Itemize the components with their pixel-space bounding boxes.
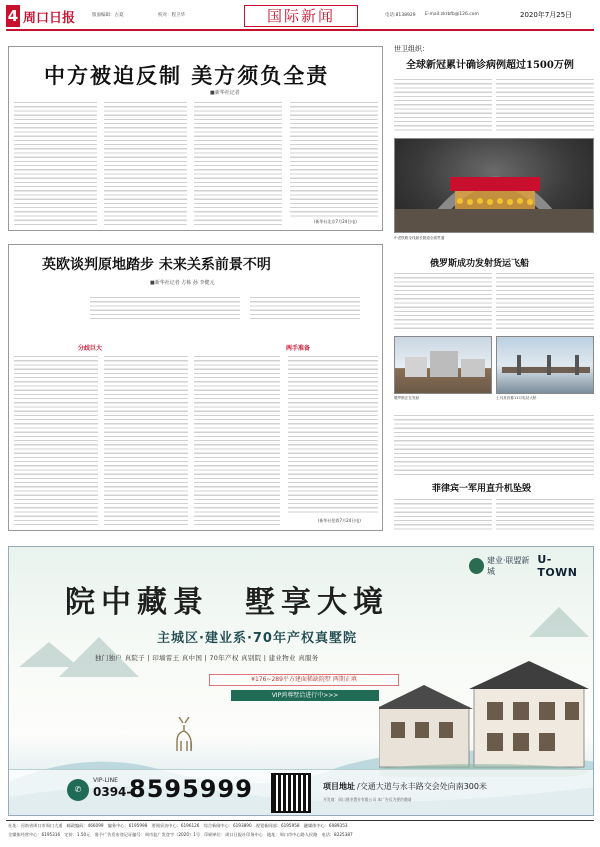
ad-phone-number: 8595999	[129, 775, 253, 803]
article1-end-note: (新华社北京7月24日电)	[314, 219, 357, 224]
article5-col2	[496, 496, 594, 530]
article3-col1	[394, 76, 492, 133]
footer-rule	[6, 820, 594, 821]
article2-col4	[288, 353, 378, 515]
email-label: E-mail:zkrbfb@126.com	[425, 12, 479, 17]
ad-brand-cn: 建业·联盟新城	[486, 556, 530, 576]
tunnel-caption: 中老铁路全线最长隧道全面贯通	[394, 236, 445, 240]
article2-lead	[90, 294, 240, 320]
real-estate-ad	[8, 546, 594, 816]
qr-code	[271, 773, 311, 813]
ad-brand-en: U-TOWN	[537, 553, 578, 579]
article4-col1	[394, 270, 492, 330]
article5-col1	[394, 496, 492, 530]
article2-byline: ■新华社记者 方栋 孙 李健元	[150, 280, 215, 286]
article1-headline: 中方被迫反制 美方须负全责	[44, 63, 330, 88]
article1-col2	[104, 99, 187, 226]
article2-col3	[194, 353, 280, 525]
article2-subhead2: 两手准备	[286, 345, 311, 352]
editor-label: 版面编辑：古夏	[92, 13, 124, 18]
ad-vip-badge: ✆	[67, 779, 89, 801]
bridge-caption: 土耳其首都11月电站大桥	[496, 396, 537, 400]
proof-label: 校对：程卫华	[158, 13, 185, 18]
article2-lead-right	[250, 294, 360, 320]
bridge-photo	[496, 336, 594, 394]
article2-col2	[104, 353, 188, 525]
article3-col2	[496, 76, 594, 133]
article1-byline: ■新华社记者	[210, 90, 240, 96]
article1-col4	[290, 99, 378, 217]
article5-headline: 菲律宾一军用直升机坠毁	[432, 484, 532, 494]
ad-tags: 独门独户 真院子 | 印墙雷王 真中国 | 70年产权 真别院 | 建业物业 真服务	[95, 654, 319, 662]
building-scene	[395, 337, 492, 394]
ad-brand-logo	[469, 555, 587, 577]
ad-promo-bar2[interactable]: VIP鸿尊墅洽进行中>>>	[231, 690, 379, 701]
tunnel-photo	[394, 138, 594, 233]
rocket-site-caption: 俄罗斯正在发射	[394, 396, 420, 400]
header-rule	[6, 29, 594, 31]
ad-promo-bar1: ¥176~289平方建面稀缺院墅 两期正填	[209, 674, 399, 686]
ad-big-title: 院中藏景 墅享大境	[65, 585, 389, 620]
deer-sculpture-icon	[169, 717, 199, 757]
article4-col2	[496, 270, 594, 330]
issue-date: 2020年7月25日	[520, 11, 573, 19]
article2-subhead1: 分歧巨大	[78, 345, 103, 352]
article2-headline: 英欧谈判原地踏步 未来关系前景不明	[42, 257, 271, 273]
article4-headline: 俄罗斯成功发射货运飞船	[430, 259, 530, 269]
article2-col1	[14, 353, 98, 525]
bridge-scene	[497, 337, 594, 394]
phone-label: 电话:8138929	[385, 13, 416, 18]
ad-subtitle: 主城区·建业系·70年产权真墅院	[157, 631, 357, 646]
footer-line2: 全媒体经营中心：6195316 定价：1.50元 准予广告发布登记证编号：周市监广发登字（2020）1号 印刷单位：周口日报社印务中心 地址：周口市中心路人民路 电话：8225387	[8, 832, 353, 837]
article3-kicker: 世卫组织：	[394, 45, 429, 53]
ad-address: /交通大道与永丰路交会处向南300米	[357, 782, 487, 791]
tunnel-scene	[395, 139, 594, 233]
article4-col3	[394, 412, 594, 478]
article3-headline: 全球新冠累计确诊病例超过1500万例	[406, 60, 574, 71]
article1-col1	[14, 99, 97, 226]
masthead-name: 周口日报	[23, 11, 76, 26]
page-number: 4	[7, 7, 19, 25]
ad-area-code: 0394-	[93, 785, 132, 799]
ad-address-label: 项目地址	[323, 782, 355, 791]
ad-small-print: 开发商：周口建业置业有限公司 本广告仅为要约邀请	[323, 797, 412, 802]
article2-end-note: (新华社伦敦7月24日电)	[318, 518, 361, 523]
article1-col3	[194, 99, 282, 226]
footer-line1: 社址：河南省周口市周口大道 邮政编码：466099 编务中心：6195998 要闻采访中心：6196126 综合新闻中心：6193890 视觉新闻部：6195958 融媒体中心：6089353	[8, 823, 348, 828]
villa-illustration	[379, 647, 589, 777]
ad-vip-label: VIP-LINE	[93, 777, 118, 784]
section-title: 国际新闻	[244, 5, 358, 27]
rocket-site-photo	[394, 336, 492, 394]
brand-mark-icon	[469, 558, 484, 574]
